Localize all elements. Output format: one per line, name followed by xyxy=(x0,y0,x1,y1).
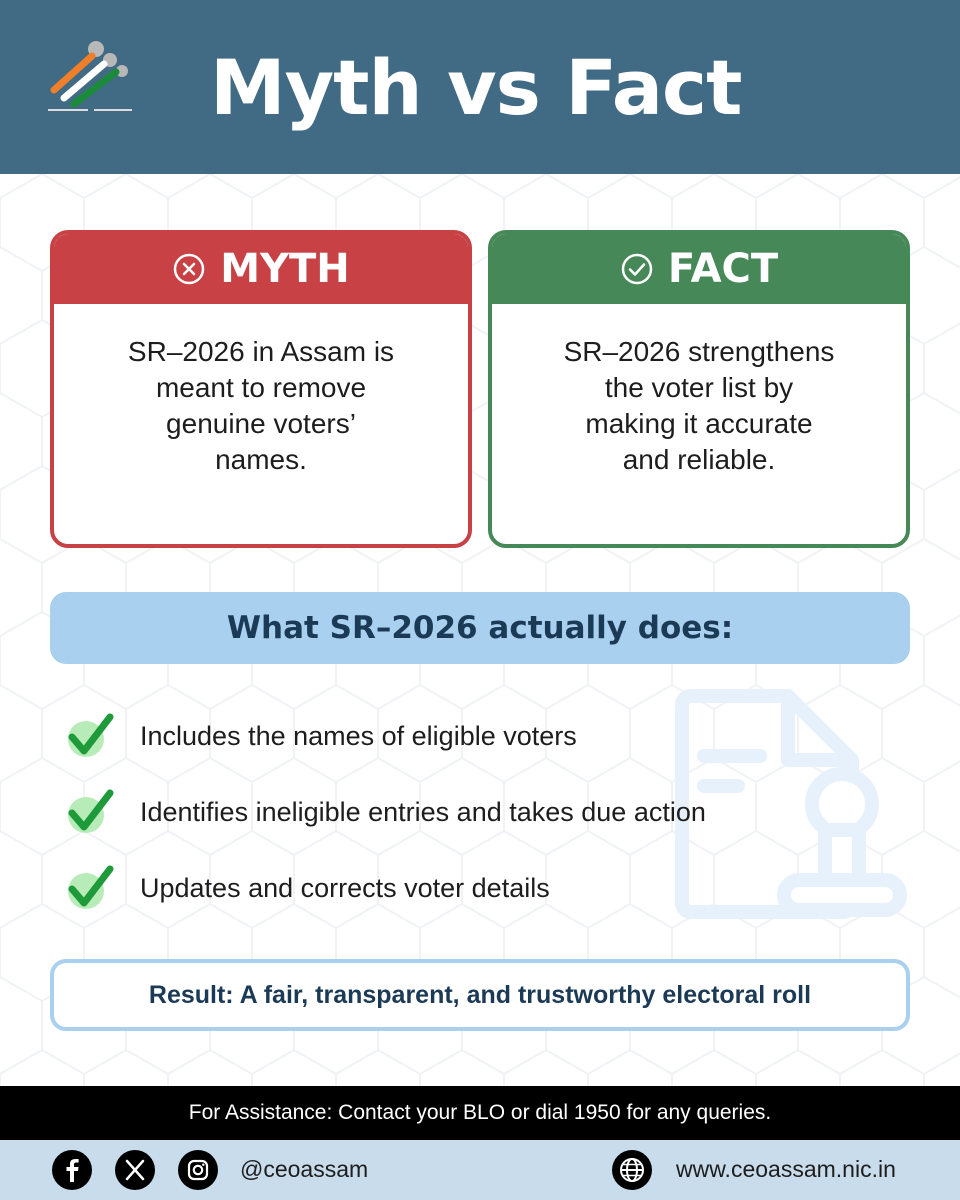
green-check-icon xyxy=(64,711,114,761)
tricolor-ballot-logo-icon xyxy=(40,38,140,118)
fact-card-header xyxy=(492,234,906,304)
content-area xyxy=(0,174,960,1086)
footer xyxy=(0,1140,960,1200)
fact-text: SR–2026 strengthens the voter list by making it accurate and reliable. xyxy=(563,336,835,475)
list-item xyxy=(64,863,550,913)
fact-card xyxy=(488,230,910,548)
list-item xyxy=(64,787,706,837)
social-handle[interactable]: @ceoassam xyxy=(240,1156,369,1182)
header-banner xyxy=(0,0,960,174)
page-title: Myth vs Fact xyxy=(210,43,742,132)
instagram-icon[interactable] xyxy=(178,1150,218,1190)
x-icon[interactable] xyxy=(115,1150,155,1190)
result-banner: Result: A fair, transparent, and trustworthy electoral roll xyxy=(50,959,910,1031)
myth-label: MYTH xyxy=(220,246,350,292)
actions-heading: What SR–2026 actually does: xyxy=(50,592,910,664)
assistance-bar: For Assistance: Contact your BLO or dial 1950 for any queries. xyxy=(0,1086,960,1140)
list-item xyxy=(64,711,577,761)
green-check-icon xyxy=(64,787,114,837)
list-item-label: Updates and corrects voter details xyxy=(140,872,550,903)
fact-label: FACT xyxy=(667,246,779,292)
website-link[interactable]: www.ceoassam.nic.in xyxy=(676,1156,896,1182)
list-item-label: Includes the names of eligible voters xyxy=(140,720,577,751)
myth-card xyxy=(50,230,472,548)
check-circle-icon xyxy=(620,252,654,286)
green-check-icon xyxy=(64,863,114,913)
list-item-label: Identifies ineligible entries and takes due action xyxy=(140,796,706,827)
myth-card-header xyxy=(54,234,468,304)
myth-text: SR–2026 in Assam is meant to remove genuine voters’ names. xyxy=(127,336,395,475)
globe-icon xyxy=(612,1150,652,1190)
facebook-icon[interactable] xyxy=(52,1150,92,1190)
x-circle-icon xyxy=(172,252,206,286)
